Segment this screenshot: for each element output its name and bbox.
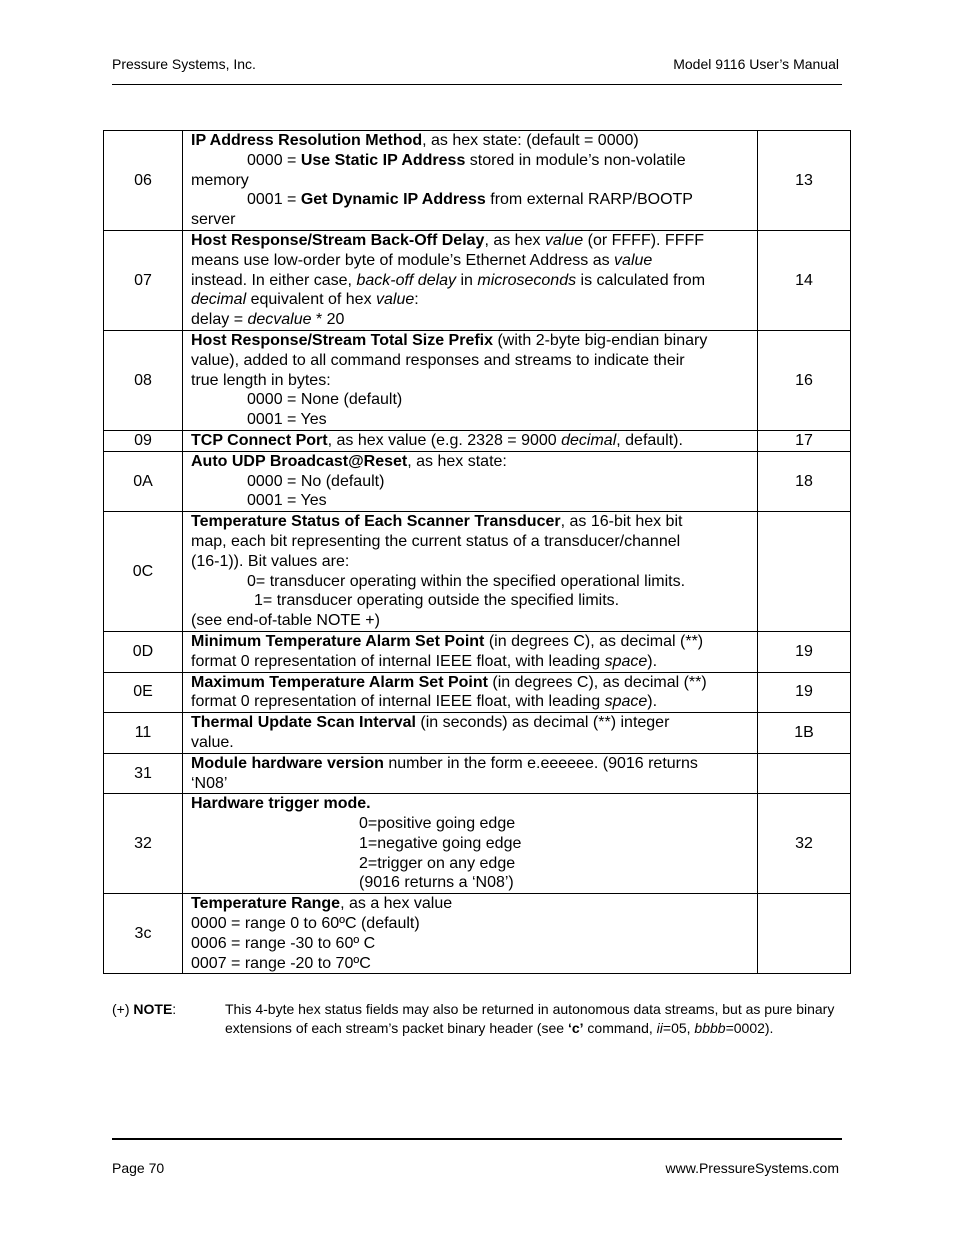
text-segment: microseconds <box>477 271 577 289</box>
text-segment: , default). <box>616 431 683 449</box>
text-segment: Auto UDP Broadcast@Reset <box>191 452 408 470</box>
description-line <box>191 692 751 712</box>
text-segment: 0000 = <box>247 151 301 169</box>
description-line <box>191 572 751 592</box>
text-segment: instead. In either case, <box>191 271 357 289</box>
text-segment: 0= transducer operating within the specified operational limits. <box>247 572 686 590</box>
parameter-table-body <box>104 131 851 974</box>
row-reference: 18 <box>758 451 851 511</box>
text-segment: is calculated from <box>576 271 706 289</box>
text-segment: value <box>614 251 653 269</box>
row-code: 0E <box>104 672 183 713</box>
footer-website: www.PressureSystems.com <box>665 1160 839 1176</box>
text-segment: ). <box>647 652 658 670</box>
row-description <box>183 451 758 511</box>
text-segment: This 4-byte hex status fields may also be returned in autonomous data streams, but as pure binary extensions of each stream’s packet binary header (see <box>225 1001 835 1036</box>
text-segment: delay = <box>191 311 248 329</box>
text-segment: 0006 = range -30 to 60º C <box>191 934 376 952</box>
text-segment: 0000 = range 0 to 60ºC (default) <box>191 915 420 933</box>
row-code: 0C <box>104 512 183 632</box>
text-segment: true length in bytes: <box>191 371 331 389</box>
text-segment: 0=positive going edge <box>359 815 516 833</box>
row-code: 06 <box>104 131 183 231</box>
description-line <box>191 733 751 753</box>
note-prefix: (+) <box>112 1001 134 1017</box>
description-line <box>191 290 751 310</box>
text-segment: 0001 = Yes <box>247 492 327 510</box>
text-segment: bbbb <box>694 1020 726 1036</box>
row-description <box>183 894 758 974</box>
text-segment: (16-1)). Bit values are: <box>191 552 350 570</box>
row-reference: 13 <box>758 131 851 231</box>
row-code: 0A <box>104 451 183 511</box>
description-line <box>191 632 751 652</box>
row-code: 3c <box>104 894 183 974</box>
row-code: 31 <box>104 753 183 794</box>
text-segment: equivalent of hex <box>246 291 377 309</box>
text-segment: space <box>604 693 648 711</box>
text-segment: ‘N08’ <box>191 774 228 792</box>
text-segment: Host Response/Stream Total Size Prefix <box>191 331 494 349</box>
row-description <box>183 794 758 894</box>
row-reference: 16 <box>758 330 851 430</box>
row-description <box>183 230 758 330</box>
text-segment: IP Address Resolution Method <box>191 132 423 149</box>
text-segment: , as 16-bit hex bit <box>560 513 683 531</box>
description-line <box>191 552 751 572</box>
description-line <box>191 512 751 532</box>
note-colon: : <box>172 1001 177 1017</box>
text-segment: , as a hex value <box>340 895 453 913</box>
header-rule <box>112 84 842 85</box>
table-row <box>104 512 851 632</box>
footer-rule <box>112 1138 842 1140</box>
text-segment: Maximum Temperature Alarm Set Point <box>191 673 488 691</box>
description-line <box>191 472 751 492</box>
description-line <box>191 591 751 611</box>
description-line <box>191 271 751 291</box>
text-segment: (in degrees C), as decimal (**) <box>484 632 704 650</box>
text-segment: decvalue <box>247 311 312 329</box>
text-segment: 2=trigger on any edge <box>359 854 516 872</box>
row-reference: 19 <box>758 672 851 713</box>
text-segment: decimal <box>561 431 617 449</box>
row-reference: 17 <box>758 430 851 451</box>
row-code: 32 <box>104 794 183 894</box>
text-segment: Thermal Update Scan Interval <box>191 714 416 732</box>
text-segment: Use Static IP Address <box>300 151 466 169</box>
text-segment: command, <box>583 1020 657 1036</box>
description-line <box>191 611 751 631</box>
description-line <box>191 331 751 351</box>
text-segment: value. <box>191 733 234 751</box>
text-segment: =0002). <box>725 1020 774 1036</box>
text-segment: value <box>544 231 584 249</box>
description-line <box>191 452 751 472</box>
description-line <box>191 532 751 552</box>
description-line <box>191 834 751 854</box>
row-reference: 14 <box>758 230 851 330</box>
text-segment: ‘c’ <box>567 1020 584 1036</box>
table-row <box>104 713 851 754</box>
description-line <box>191 673 751 693</box>
note-label <box>112 1000 176 1019</box>
description-line <box>191 390 751 410</box>
note-text <box>225 1000 845 1038</box>
text-segment: 0001 = Yes <box>247 411 327 429</box>
description-line <box>191 431 751 451</box>
table-row <box>104 330 851 430</box>
table-row <box>104 672 851 713</box>
row-code: 07 <box>104 230 183 330</box>
row-description <box>183 713 758 754</box>
text-segment: 1=negative going edge <box>359 834 522 852</box>
description-line <box>191 351 751 371</box>
row-description <box>183 672 758 713</box>
text-segment: ii <box>656 1020 663 1036</box>
footer-page-number: Page 70 <box>112 1160 165 1176</box>
text-segment: space <box>604 652 648 670</box>
row-reference <box>758 753 851 794</box>
description-line <box>191 954 751 974</box>
table-row <box>104 794 851 894</box>
text-segment: means use low-order byte of module’s Ethernet Address as <box>191 251 615 269</box>
row-description <box>183 512 758 632</box>
row-description <box>183 430 758 451</box>
description-line <box>191 151 751 171</box>
description-line <box>191 131 751 151</box>
text-segment: value <box>376 291 415 309</box>
text-segment: (in seconds) as decimal (**) integer <box>415 714 670 732</box>
text-segment: Minimum Temperature Alarm Set Point <box>191 632 485 650</box>
text-segment: (or FFFF). FFFF <box>583 231 705 249</box>
table-row <box>104 631 851 672</box>
text-segment: ). <box>647 693 658 711</box>
description-line <box>191 251 751 271</box>
text-segment: Hardware trigger mode. <box>191 795 371 813</box>
description-line <box>191 210 751 230</box>
table-row <box>104 430 851 451</box>
description-line <box>191 190 751 210</box>
text-segment: (with 2-byte big-endian binary <box>493 331 708 349</box>
text-segment: Host Response/Stream Back-Off Delay <box>191 231 485 249</box>
text-segment: =05, <box>662 1020 695 1036</box>
text-segment: , as hex value (e.g. 2328 = 9000 <box>327 431 562 449</box>
row-code: 0D <box>104 631 183 672</box>
description-line <box>191 713 751 733</box>
text-segment: , as hex state: <box>407 452 507 470</box>
row-code: 09 <box>104 430 183 451</box>
text-segment: stored in module’s non-volatile <box>465 151 686 169</box>
description-line <box>191 754 751 774</box>
text-segment: number in the form e.eeeeee. (9016 returns <box>383 754 698 772</box>
text-segment: 0000 = No (default) <box>247 472 385 490</box>
table-row <box>104 894 851 974</box>
row-description <box>183 330 758 430</box>
text-segment: format 0 representation of internal IEEE float, with leading <box>191 693 605 711</box>
text-segment: Get Dynamic IP Address <box>300 191 486 209</box>
parameter-table <box>103 130 851 974</box>
header-company: Pressure Systems, Inc. <box>112 56 256 72</box>
text-segment: from external RARP/BOOTP <box>485 191 693 209</box>
row-reference: 1B <box>758 713 851 754</box>
text-segment: in <box>456 271 478 289</box>
description-line <box>191 491 751 511</box>
row-description <box>183 131 758 231</box>
text-segment: , as hex <box>484 231 545 249</box>
description-line <box>191 914 751 934</box>
header-manual-title: Model 9116 User’s Manual <box>673 56 839 72</box>
row-reference <box>758 894 851 974</box>
text-segment: Temperature Status of Each Scanner Transducer <box>191 513 561 531</box>
description-line <box>191 310 751 330</box>
text-segment: back-off delay <box>356 271 457 289</box>
description-line <box>191 814 751 834</box>
text-segment: * 20 <box>311 311 345 329</box>
text-segment: memory <box>191 171 249 189</box>
description-line <box>191 410 751 430</box>
description-line <box>191 231 751 251</box>
text-segment: (9016 returns a ‘N08’) <box>359 874 514 892</box>
table-row <box>104 131 851 231</box>
row-description <box>183 631 758 672</box>
text-segment: : <box>414 291 419 309</box>
description-line <box>191 873 751 893</box>
text-segment: 0007 = range -20 to 70ºC <box>191 954 371 972</box>
description-line <box>191 894 751 914</box>
text-segment: Module hardware version <box>191 754 384 772</box>
text-segment: (see end-of-table NOTE +) <box>191 612 380 630</box>
text-segment: format 0 representation of internal IEEE float, with leading <box>191 652 605 670</box>
table-row <box>104 753 851 794</box>
description-line <box>191 774 751 794</box>
text-segment: TCP Connect Port <box>191 431 328 449</box>
row-code: 11 <box>104 713 183 754</box>
text-segment: 1= transducer operating outside the specified limits. <box>254 592 620 610</box>
description-line <box>191 854 751 874</box>
row-code: 08 <box>104 330 183 430</box>
text-segment: map, each bit representing the current status of a transducer/channel <box>191 532 681 550</box>
description-line <box>191 652 751 672</box>
text-segment: (in degrees C), as decimal (**) <box>487 673 707 691</box>
text-segment: value), added to all command responses and streams to indicate their <box>191 351 685 369</box>
description-line <box>191 794 751 814</box>
note-label-text: NOTE <box>133 1001 173 1017</box>
row-description <box>183 753 758 794</box>
description-line <box>191 934 751 954</box>
description-line <box>191 371 751 391</box>
text-segment: 0001 = <box>247 191 301 209</box>
text-segment: Temperature Range <box>191 895 341 913</box>
text-segment: 0000 = None (default) <box>247 391 403 409</box>
description-line <box>191 171 751 191</box>
row-reference: 19 <box>758 631 851 672</box>
text-segment: , as hex state: (default = 0000) <box>422 132 639 149</box>
text-segment: decimal <box>191 291 247 309</box>
row-reference: 32 <box>758 794 851 894</box>
table-row <box>104 451 851 511</box>
table-row <box>104 230 851 330</box>
row-reference <box>758 512 851 632</box>
text-segment: server <box>191 211 236 229</box>
